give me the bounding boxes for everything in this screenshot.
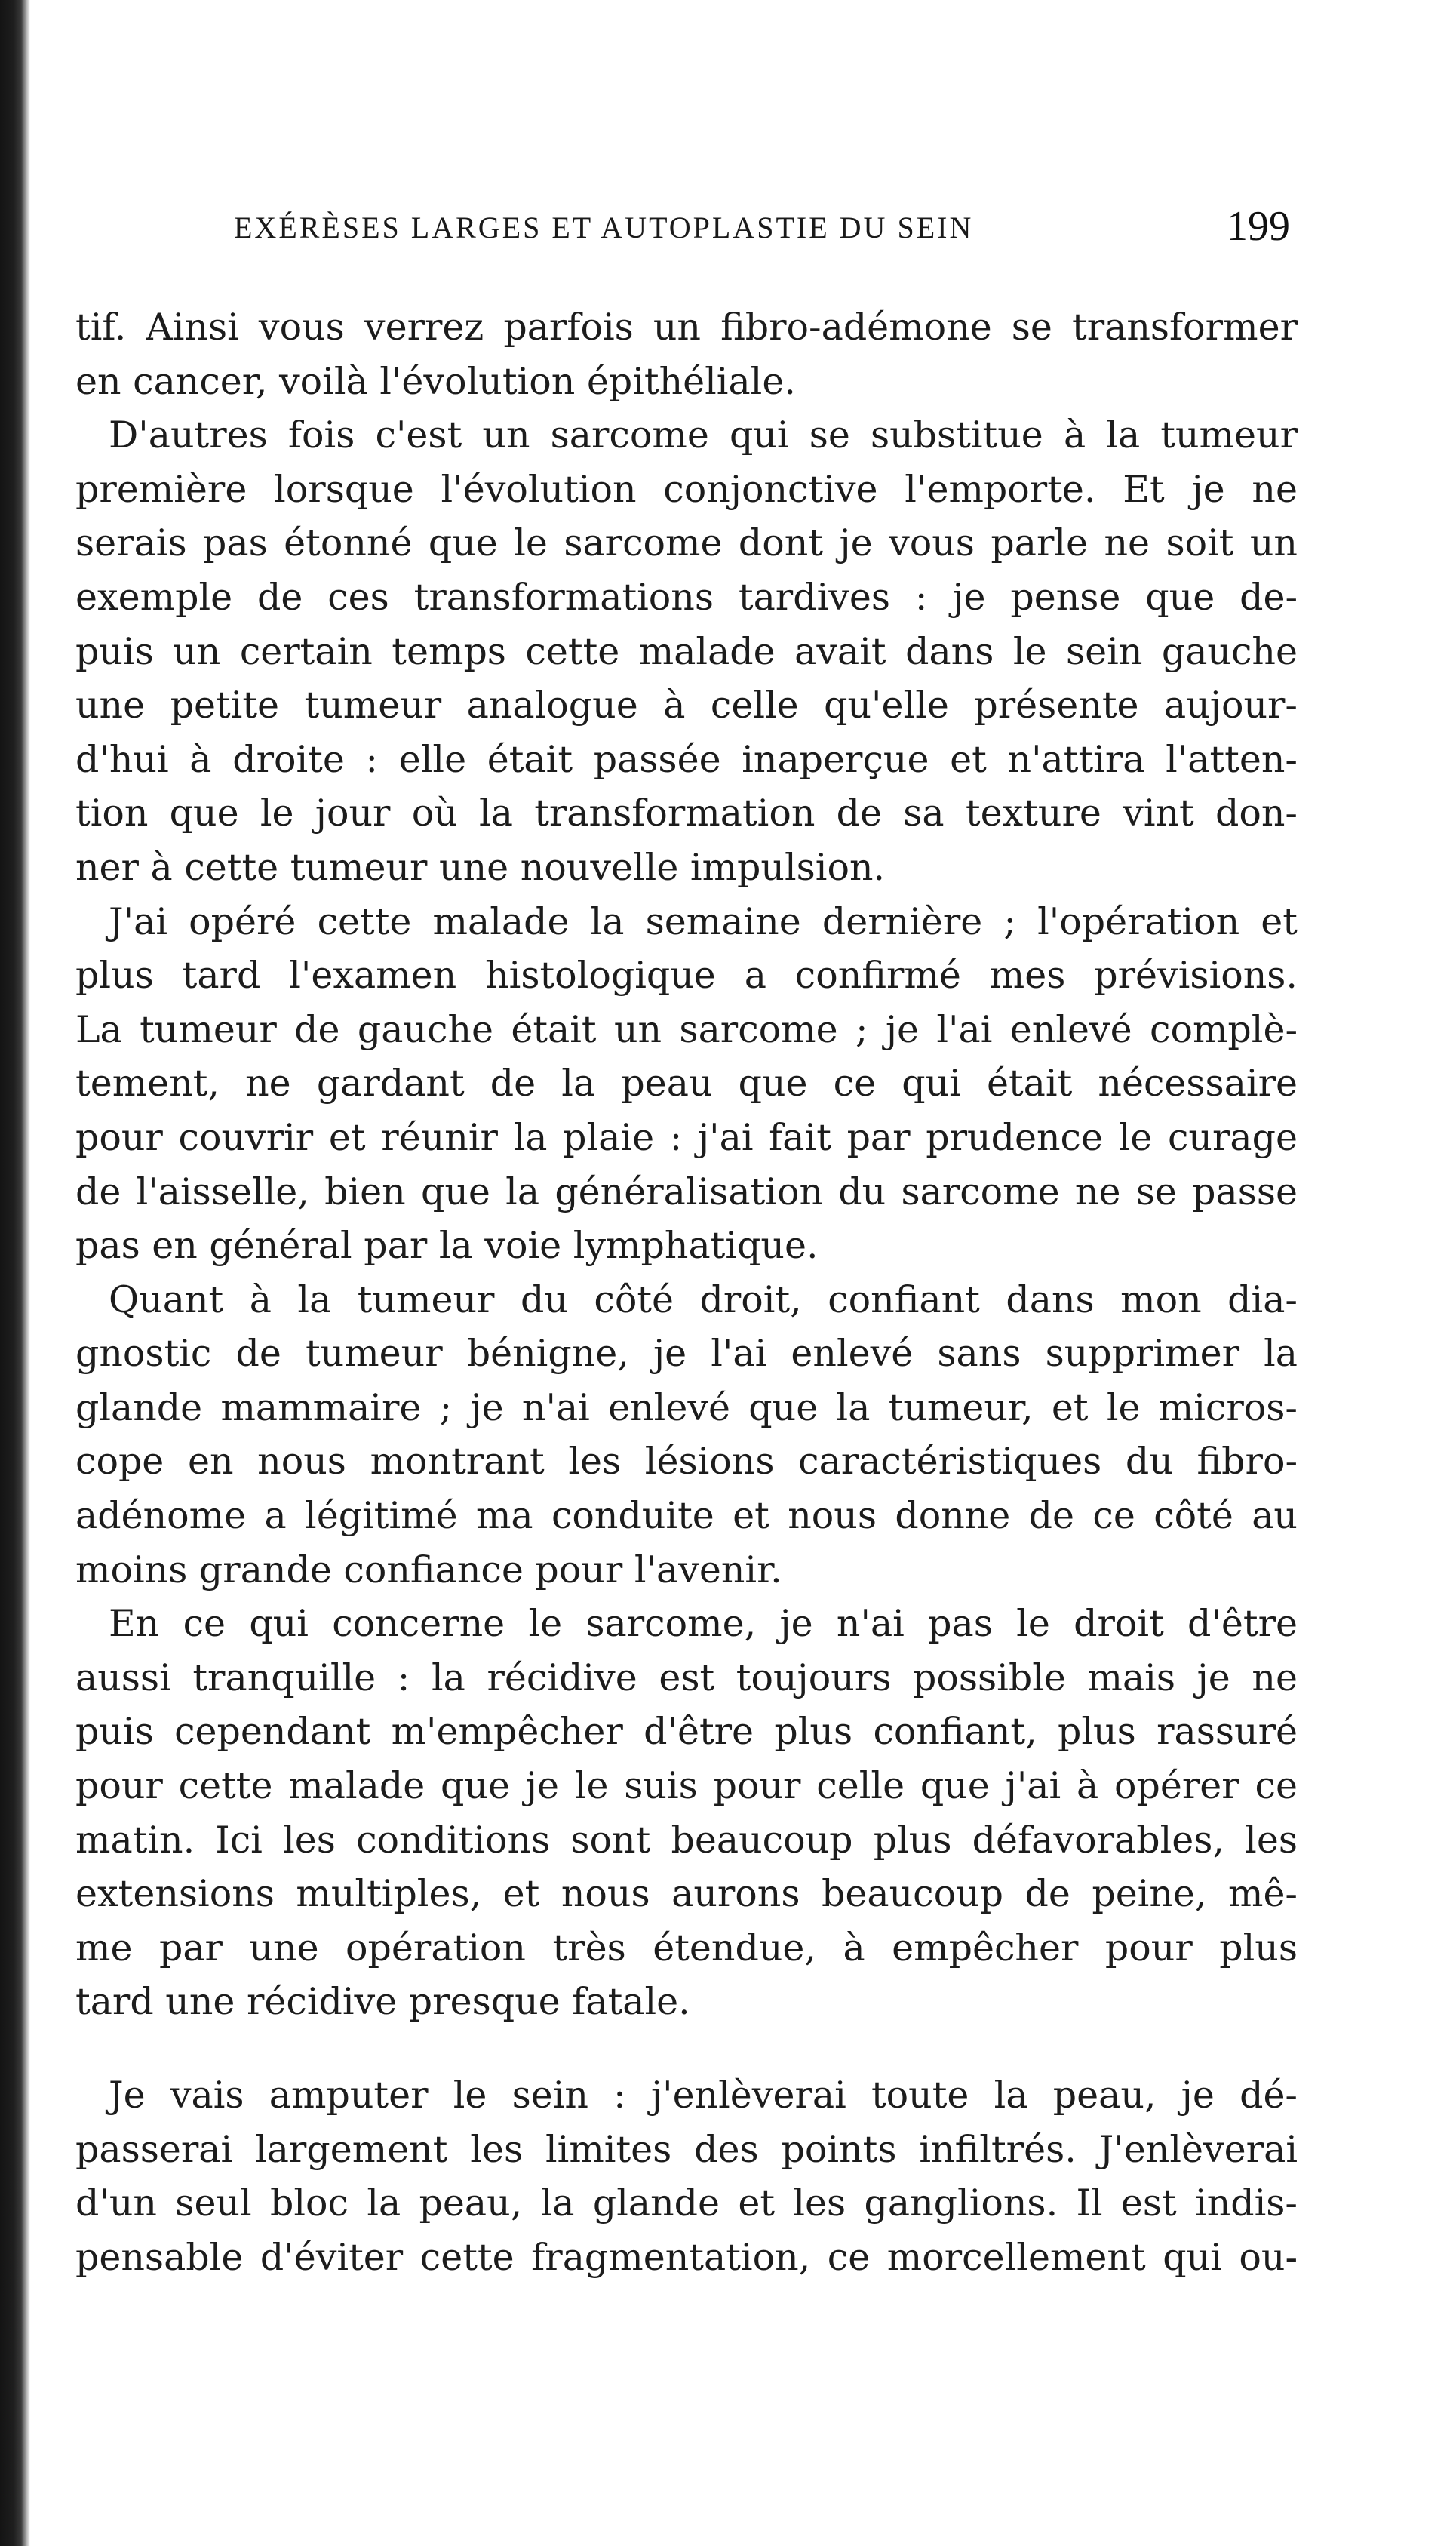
text-line: pas en général par la voie lymphatique. (75, 1224, 819, 1268)
text-line: aussi tranquille : la récidive est toujours possible mais je ne (75, 1656, 1298, 1699)
text-line: moins grande confiance pour l'avenir. (75, 1548, 782, 1591)
text-line: Je vais amputer le sein : j'enlèverai toute la peau, je dé- (109, 2074, 1298, 2117)
text-line: tard une récidive presque fatale. (75, 1980, 690, 2024)
text-line: La tumeur de gauche était un sarcome ; je l'ai enlevé complè- (75, 1007, 1298, 1051)
text-line: passerai largement les limites des points infiltrés. J'enlèverai (75, 2127, 1298, 2171)
text-line: extensions multiples, et nous aurons beaucoup de peine, mê- (75, 1872, 1298, 1916)
running-head-title: EXÉRÈSES LARGES ET AUTOPLASTIE DU SEIN (234, 211, 974, 244)
paragraph (75, 2068, 1298, 2284)
text-line: ner à cette tumeur une nouvelle impulsion. (75, 845, 886, 889)
text-line: en cancer, voilà l'évolution épithéliale. (75, 359, 796, 403)
text-line: exemple de ces transformations tardives : je pense que de- (75, 575, 1298, 619)
section-gap (75, 2029, 1298, 2068)
running-head (234, 202, 1290, 255)
text-line: une petite tumeur analogue à celle qu'elle présente aujour- (75, 684, 1298, 727)
text-line: J'ai opéré cette malade la semaine dernière ; l'opération et (109, 899, 1298, 943)
body-text (75, 300, 1298, 2284)
text-line: tif. Ainsi vous verrez parfois un fibro-adémone se transformer (75, 306, 1298, 349)
text-line: de l'aisselle, bien que la généralisation du sarcome ne se passe (75, 1170, 1298, 1213)
text-line: adénome a légitimé ma conduite et nous donne de ce côté au (75, 1494, 1298, 1538)
text-line: pour couvrir et réunir la plaie : j'ai fait par prudence le curage (75, 1115, 1298, 1159)
paragraph (75, 1273, 1298, 1597)
text-line: pensable d'éviter cette fragmentation, ce morcellement qui ou- (75, 2235, 1298, 2279)
text-line: d'hui à droite : elle était passée inaperçue et n'attira l'atten- (75, 737, 1298, 781)
paragraph (75, 1597, 1298, 2029)
text-line: me par une opération très étendue, à empêcher pour plus (75, 1926, 1298, 1969)
paragraph (75, 895, 1298, 1273)
paragraph (75, 408, 1298, 894)
text-line: glande mammaire ; je n'ai enlevé que la tumeur, et le micros- (75, 1385, 1298, 1429)
text-line: première lorsque l'évolution conjonctive l'emporte. Et je ne (75, 467, 1298, 511)
book-page (75, 0, 1313, 2546)
text-line: pour cette malade que je le suis pour celle que j'ai à opérer ce (75, 1764, 1298, 1808)
page-binding-shadow (0, 0, 30, 2546)
text-line: plus tard l'examen histologique a confirmé mes prévisions. (75, 954, 1298, 998)
text-line: cope en nous montrant les lésions caractéristiques du fibro- (75, 1440, 1298, 1484)
text-line: matin. Ici les conditions sont beaucoup plus défavorables, les (75, 1818, 1298, 1862)
text-line: d'un seul bloc la peau, la glande et les ganglions. Il est indis- (75, 2182, 1298, 2225)
page-number: 199 (1227, 203, 1290, 250)
text-line: serais pas étonné que le sarcome dont je vous parle ne soit un (75, 521, 1298, 565)
text-line: tement, ne gardant de la peau que ce qui était nécessaire (75, 1062, 1298, 1105)
text-line: gnostic de tumeur bénigne, je l'ai enlevé sans supprimer la (75, 1332, 1298, 1376)
text-line: tion que le jour où la transformation de sa texture vint don- (75, 792, 1298, 835)
text-line: En ce qui concerne le sarcome, je n'ai pas le droit d'être (109, 1602, 1298, 1646)
text-line: puis un certain temps cette malade avait dans le sein gauche (75, 629, 1298, 673)
text-line: puis cependant m'empêcher d'être plus confiant, plus rassuré (75, 1710, 1298, 1754)
text-line: D'autres fois c'est un sarcome qui se substitue à la tumeur (109, 414, 1298, 457)
paragraph (75, 300, 1298, 408)
text-line: Quant à la tumeur du côté droit, confiant dans mon dia- (109, 1278, 1298, 1321)
